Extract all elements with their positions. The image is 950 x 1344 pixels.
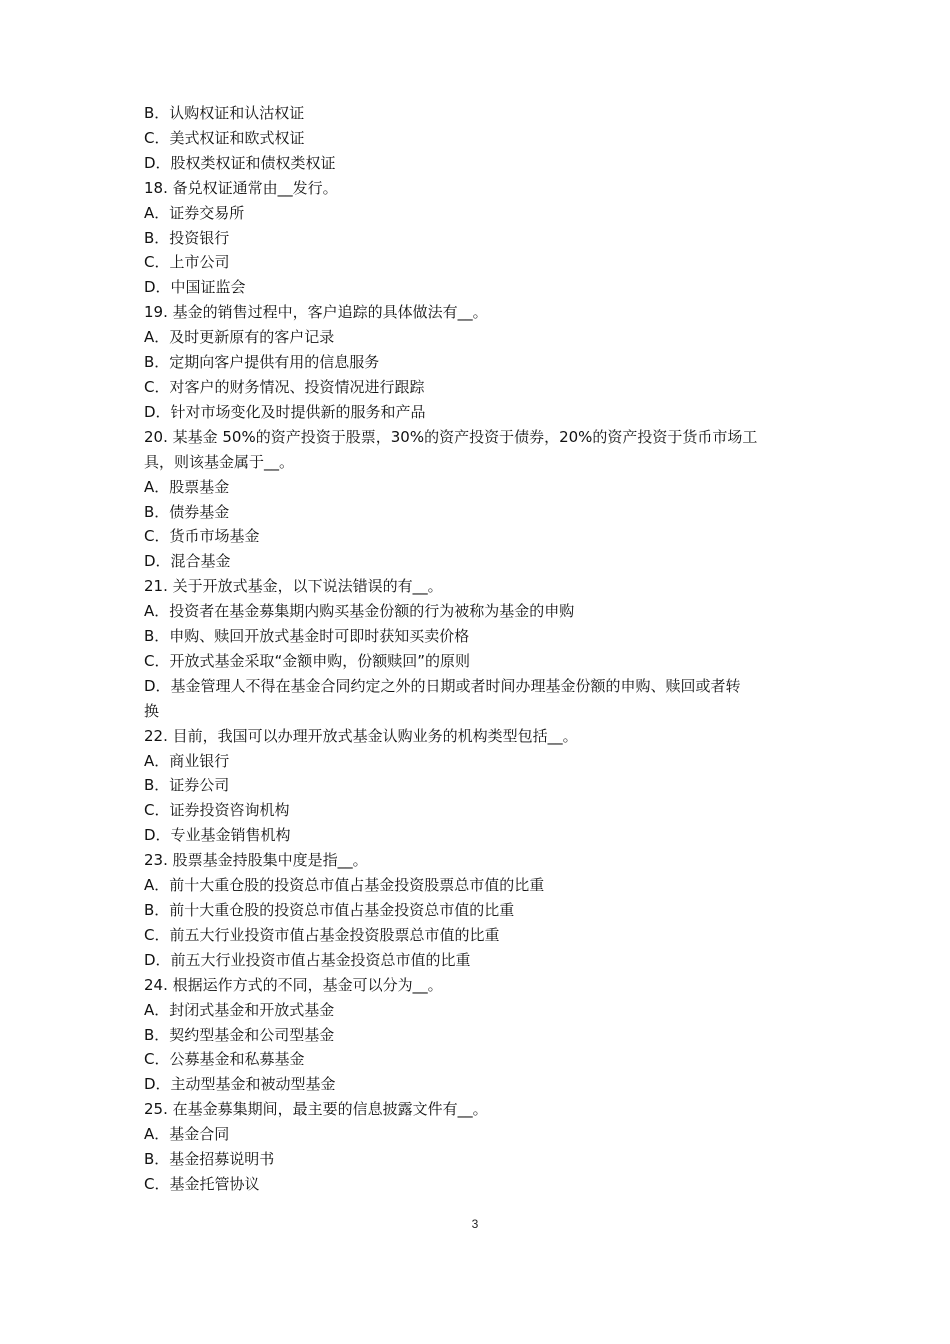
option-line: D．股权类权证和债权类权证 [144,153,336,172]
question-25: 25. 在基金募集期间，最主要的信息披露文件有__。 [144,1100,488,1119]
option-line: B．债券基金 [144,502,230,521]
option-line: A．投资者在基金募集期内购买基金份额的行为被称为基金的申购 [144,602,575,621]
option-line: B．前十大重仓股的投资总市值占基金投资总市值的比重 [144,901,515,919]
option-line: B．投资银行 [144,228,230,247]
option-line: A．证券交易所 [144,203,245,222]
option-line: D．基金管理人不得在基金合同约定之外的日期或者时间办理基金份额的申购、赎回或者转 [144,676,741,695]
question-18: 18. 备兑权证通常由__发行。 [144,178,338,197]
option-line-continued: 换 [144,701,160,720]
option-line: A．及时更新原有的客户记录 [144,328,335,347]
option-line: C．公募基金和私募基金 [144,1050,305,1069]
option-line: D．中国证监会 [144,278,246,297]
option-line: C．证券投资咨询机构 [144,801,290,820]
option-line: A．基金合同 [144,1125,230,1144]
option-line: B．定期向客户提供有用的信息服务 [144,353,380,372]
option-line: D．混合基金 [144,552,231,571]
option-line: D．专业基金销售机构 [144,826,291,845]
question-24: 24. 根据运作方式的不同，基金可以分为__。 [144,975,443,994]
option-line: C．美式权证和欧式权证 [144,128,305,147]
option-line: C．开放式基金采取“金额申购，份额赎回”的原则 [144,651,471,670]
option-line: A．封闭式基金和开放式基金 [144,1000,335,1019]
question-19: 19. 基金的销售过程中，客户追踪的具体做法有__。 [144,303,488,322]
option-line: C．基金托管协议 [144,1174,260,1193]
option-line: D．针对市场变化及时提供新的服务和产品 [144,402,426,421]
option-line: B．契约型基金和公司型基金 [144,1025,335,1044]
option-line: B．申购、赎回开放式基金时可即时获知买卖价格 [144,627,470,646]
option-line: B．基金招募说明书 [144,1150,275,1169]
question-21: 21. 关于开放式基金，以下说法错误的有__。 [144,577,443,596]
option-line: A．股票基金 [144,477,230,496]
option-line: C．上市公司 [144,253,230,272]
option-line: A．前十大重仓股的投资总市值占基金投资股票总市值的比重 [144,876,545,895]
option-line: D．前五大行业投资市值占基金投资总市值的比重 [144,950,471,969]
page-number: 3 [471,1217,479,1231]
question-22: 22. 目前，我国可以办理开放式基金认购业务的机构类型包括__。 [144,726,578,745]
option-line: C．对客户的财务情况、投资情况进行跟踪 [144,377,425,396]
option-line: A．商业银行 [144,751,230,770]
question-20-continued: 具，则该基金属于__。 [144,452,295,471]
question-23: 23. 股票基金持股集中度是指__。 [144,851,368,870]
question-20: 20. 某基金 50%的资产投资于股票，30%的资产投资于债券，20%的资产投资于货币市场工 [144,427,758,446]
option-line: C．货币市场基金 [144,527,260,546]
option-line: B．认购权证和认沽权证 [144,104,305,122]
option-line: B．证券公司 [144,776,230,795]
option-line: D．主动型基金和被动型基金 [144,1075,336,1094]
document-body [144,101,816,1197]
option-line: C．前五大行业投资市值占基金投资股票总市值的比重 [144,925,500,944]
